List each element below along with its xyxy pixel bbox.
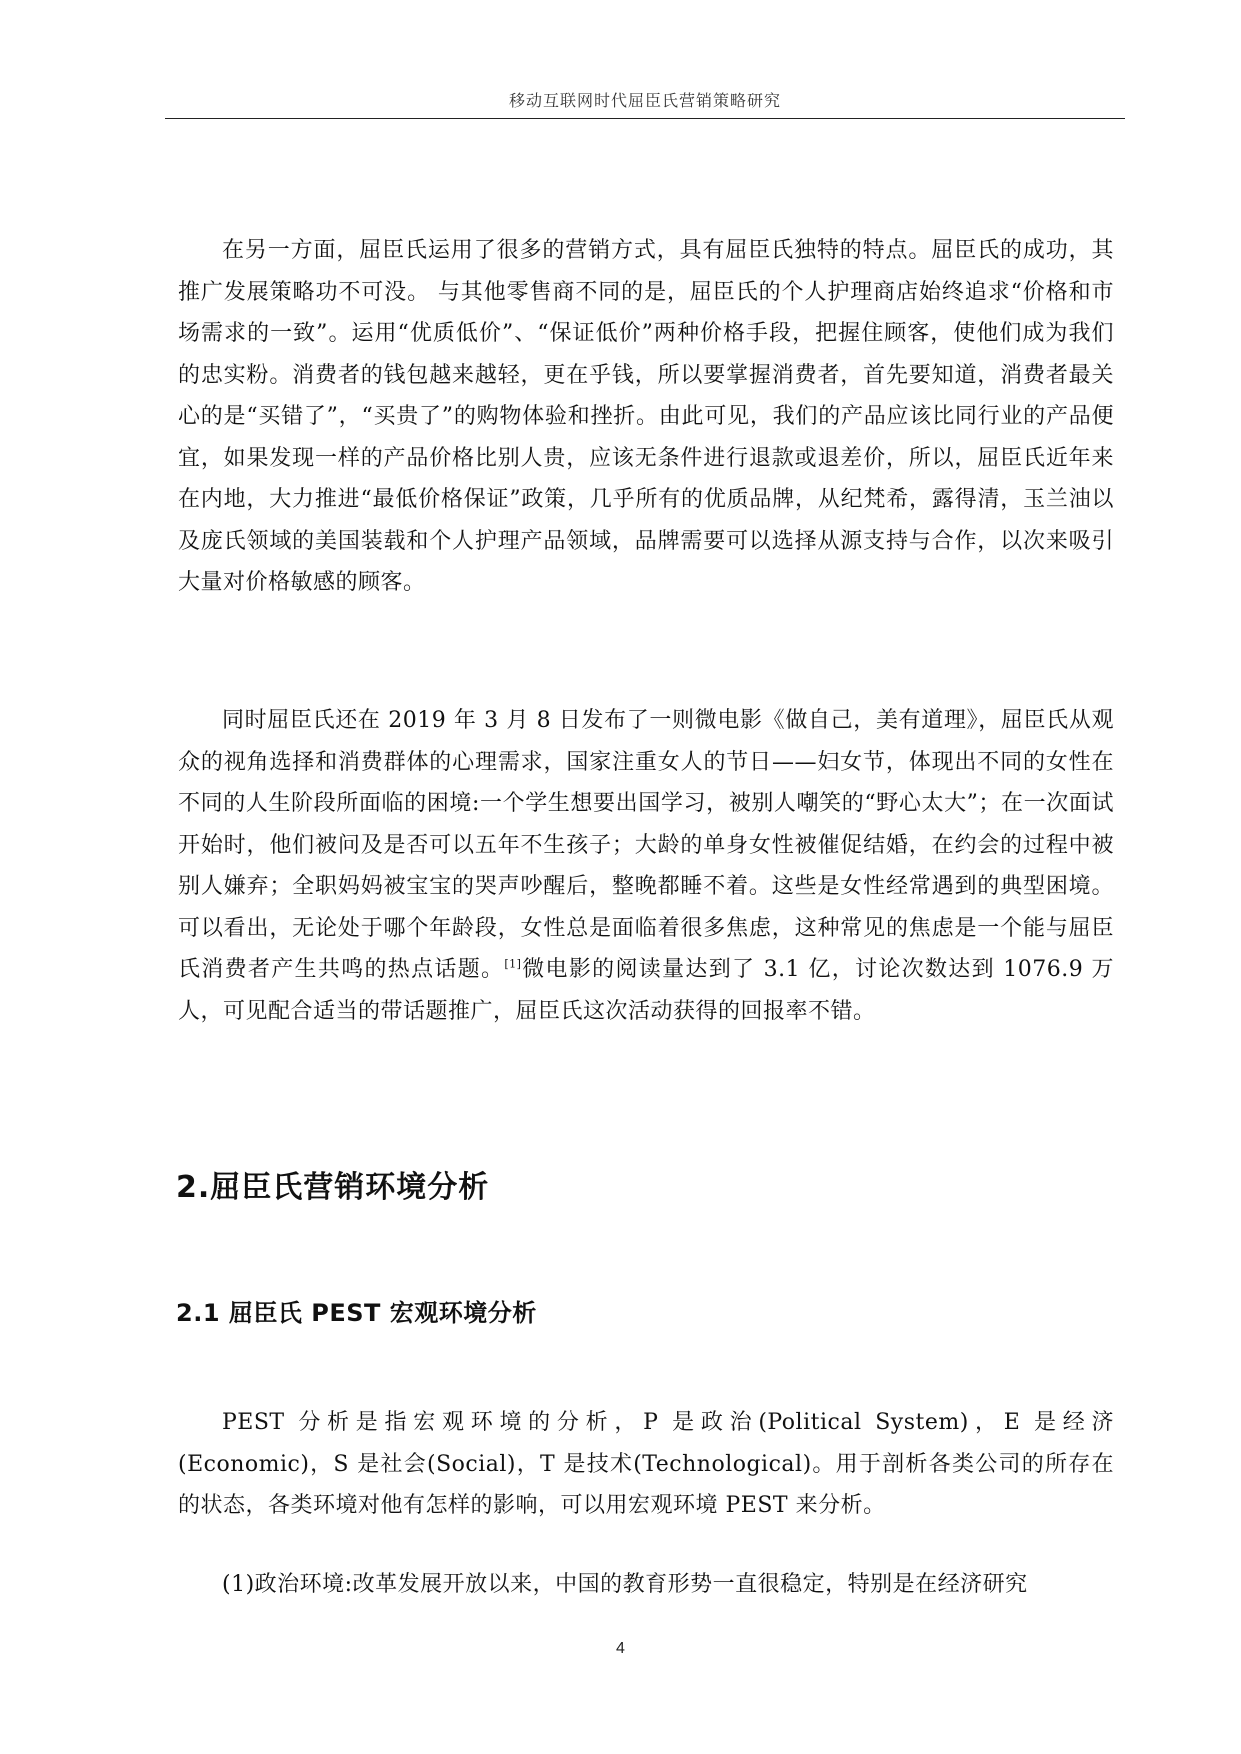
citation-reference[interactable]: [1] [504, 957, 522, 971]
body-paragraph-political-environment: (1)政治环境:改革发展开放以来，中国的教育形势一直很稳定，特别是在经济研究 [222, 1572, 1028, 1597]
subsection-heading-pest-analysis: 2.1 屈臣氏 PEST 宏观环境分析 [176, 1299, 537, 1327]
paragraph-text: 同时屈臣氏还在 2019 年 3 月 8 日发布了一则微电影《做自己，美有道理》，屈臣氏从观众的视角选择和消费群体的心理需求，国家注重女人的节日——妇女节，体现出不同的女性在不同的人生阶段所面临的困境:一个学生想要出国学习，被别人嘲笑的“野心太大”；在一次面试开始时，他们被问及是否可以五年不生孩子；大龄的单身女性被催促结婚，在约会的过程中被别人嫌弃；全职妈妈被宝宝的哭声吵醒后，整晚都睡不着。这些是女性经常遇到的典型困境。可以看出，无论处于哪个年龄段，女性总是面临着很多焦虑，这种常见的焦虑是一个能与屈臣氏消费者产生共鸣的热点话题。 [178, 708, 1114, 982]
body-paragraph-micro-film [178, 700, 1114, 1032]
running-header-title: 移动互联网时代屈臣氏营销策略研究 [508, 91, 781, 110]
page-number: 4 [616, 1640, 625, 1657]
body-paragraph-pest-definition: PEST 分析是指宏观环境的分析，P 是政治(Political System)，E 是经济(Economic)，S 是社会(Social)，T 是技术(Technological)。用于剖析各类公司的所存在的状态，各类环境对他有怎样的影响，可以用宏观环境 PEST 来分析。 [178, 1410, 1114, 1518]
paragraph-text: 微电影的阅读量达到了 3.1 亿，讨论次数达到 1076.9 万人，可见配合适当的带话题推广，屈臣氏这次活动获得的回报率不错。 [178, 957, 1114, 1024]
header-divider [165, 118, 1125, 119]
section-heading-marketing-environment: 2.屈臣氏营销环境分析 [176, 1170, 490, 1205]
body-paragraph-pricing-strategy: 在另一方面，屈臣氏运用了很多的营销方式，具有屈臣氏独特的特点。屈臣氏的成功，其推广发展策略功不可没。 与其他零售商不同的是，屈臣氏的个人护理商店始终追求“价格和市场需求的一致”。运用“优质低价”、“保证低价”两种价格手段，把握住顾客，使他们成为我们的忠实粉。消费者的钱包越来越轻，更在乎钱，所以要掌握消费者，首先要知道，消费者最关心的是“买错了”，“买贵了”的购物体验和挫折。由此可见，我们的产品应该比同行业的产品便宜，如果发现一样的产品价格比别人贵，应该无条件进行退款或退差价，所以，屈臣氏近年来在内地，大力推进“最低价格保证”政策，几乎所有的优质品牌，从纪梵希，露得清，玉兰油以及庞氏领域的美国装载和个人护理产品领域，品牌需要可以选择从源支持与合作，以次来吸引大量对价格敏感的顾客。 [178, 238, 1114, 595]
